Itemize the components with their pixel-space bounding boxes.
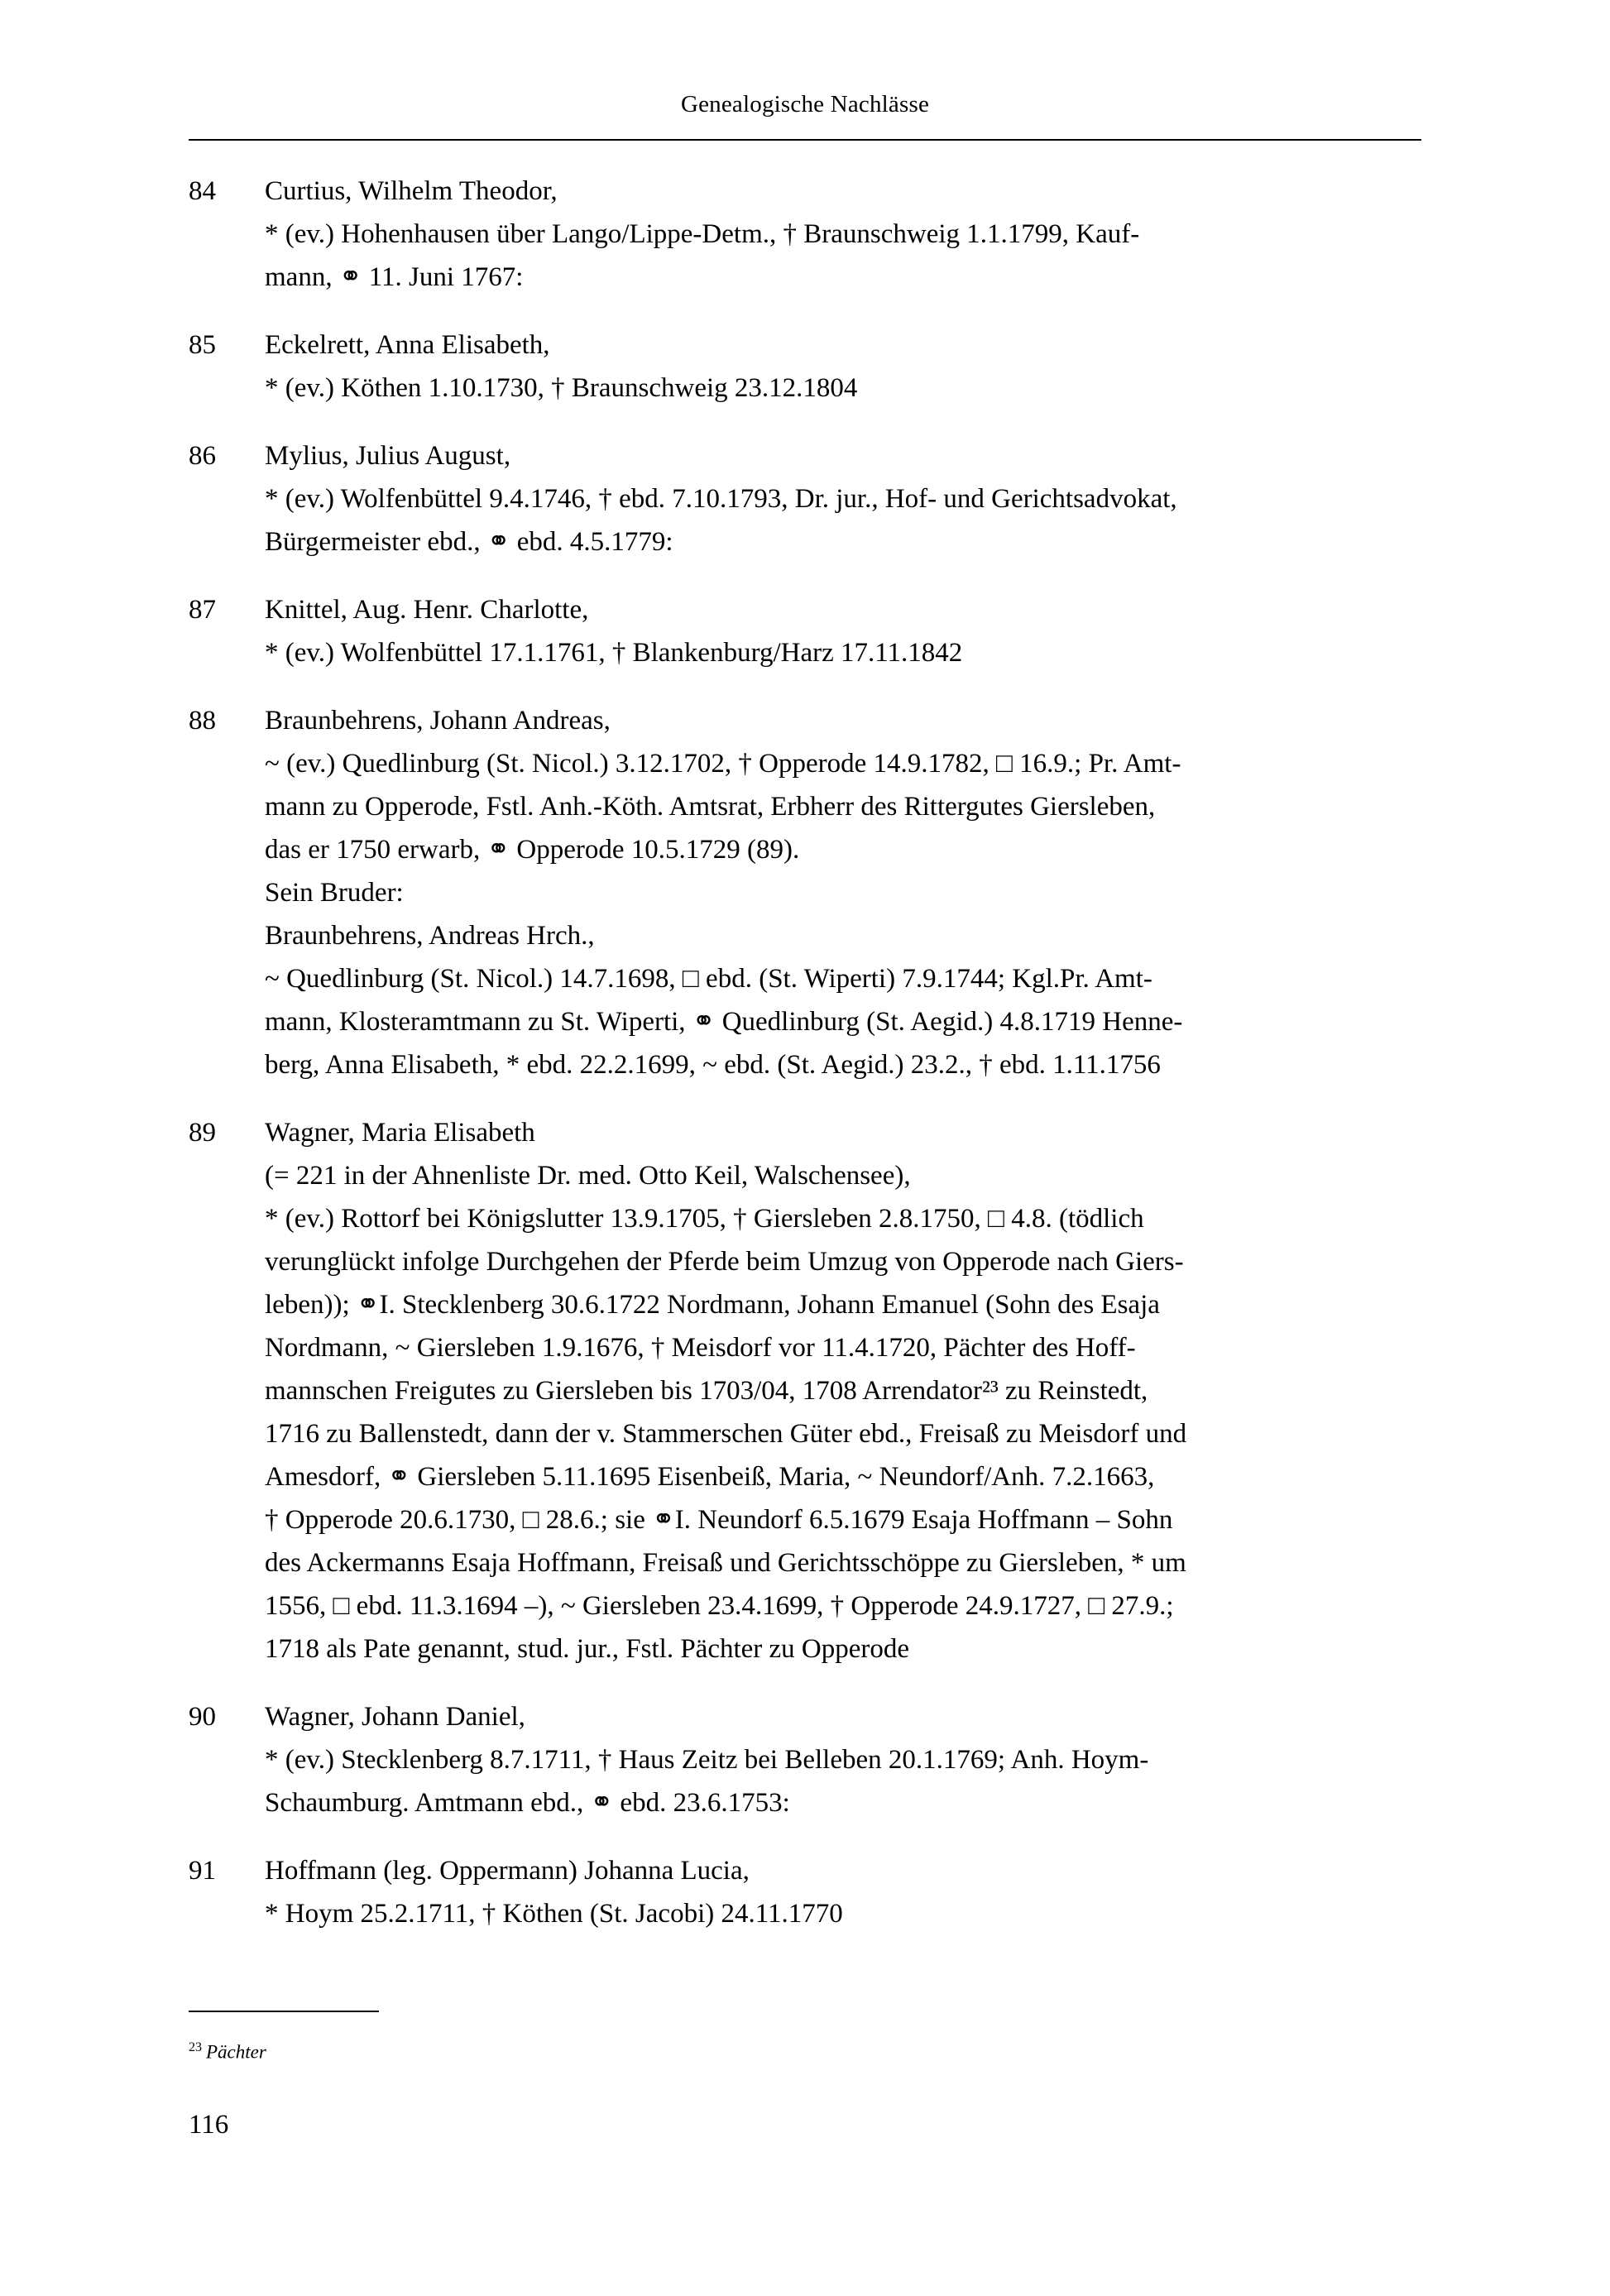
entry-number: 89 [189,1118,216,1148]
entry-line: mann zu Opperode, Fstl. Anh.-Köth. Amtsrat, Erbherr des Rittergutes Giersleben, [265,792,1156,822]
entry-87-row [189,588,1421,674]
footnote-marker: 23 [189,2040,202,2054]
entry-90-row [189,1695,1421,1824]
entry-line: * (ev.) Stecklenberg 8.7.1711, † Haus Zeitz bei Belleben 20.1.1769; Anh. Hoym- [265,1745,1149,1775]
entry-line: Braunbehrens, Andreas Hrch., [265,921,595,951]
footnote [189,2034,1421,2067]
entry-line: leben)); ⚭I. Stecklenberg 30.6.1722 Nordmann, Johann Emanuel (Sohn des Esaja [265,1290,1160,1320]
entry-line: Knittel, Aug. Henr. Charlotte, [265,595,589,625]
entry-87 [189,588,1421,674]
entry-line: ~ Quedlinburg (St. Nicol.) 14.7.1698, □ ebd. (St. Wiperti) 7.9.1744; Kgl.Pr. Amt- [265,964,1152,994]
entry-number: 90 [189,1702,216,1732]
entry-86 [189,434,1421,563]
entry-line: Eckelrett, Anna Elisabeth, [265,330,550,360]
footnote-separator-rule [189,2011,379,2012]
entry-line: des Ackermanns Esaja Hoffmann, Freisaß und Gerichtsschöppe zu Giersleben, * um [265,1548,1186,1578]
entry-number: 91 [189,1856,216,1886]
entry-line: mannschen Freigutes zu Giersleben bis 1703/04, 1708 Arrendator²³ zu Reinstedt, [265,1376,1148,1406]
entry-84-row [189,170,1421,299]
entry-body [265,324,1421,410]
entry-body [265,1849,1421,1935]
entry-line: ~ (ev.) Quedlinburg (St. Nicol.) 3.12.1702, † Opperode 14.9.1782, □ 16.9.; Pr. Amt- [265,749,1181,779]
entry-line: 1718 als Pate genannt, stud. jur., Fstl. Pächter zu Opperode [265,1634,910,1664]
entry-line: * (ev.) Rottorf bei Königslutter 13.9.1705, † Giersleben 2.8.1750, □ 4.8. (tödlich [265,1204,1144,1234]
entry-number: 84 [189,176,216,206]
entry-line: Bürgermeister ebd., ⚭ ebd. 4.5.1779: [265,527,673,557]
header-rule [189,139,1421,141]
entry-line: Braunbehrens, Johann Andreas, [265,706,611,736]
entry-number: 85 [189,330,216,360]
entry-90 [189,1695,1421,1824]
entry-line: 1556, □ ebd. 11.3.1694 –), ~ Giersleben 23.4.1699, † Opperode 24.9.1727, □ 27.9.; [265,1591,1174,1621]
entry-line: † Opperode 20.6.1730, □ 28.6.; sie ⚭I. Neundorf 6.5.1679 Esaja Hoffmann – Sohn [265,1505,1173,1535]
entry-line: * (ev.) Köthen 1.10.1730, † Braunschweig 23.12.1804 [265,373,858,403]
entry-91-row [189,1849,1421,1935]
entry-line: Wagner, Johann Daniel, [265,1702,525,1732]
running-head: Genealogische Nachlässe [680,91,930,117]
entry-88 [189,699,1421,1086]
entry-line: verunglückt infolge Durchgehen der Pferde beim Umzug von Opperode nach Giers- [265,1247,1184,1277]
entry-list [189,170,1421,1960]
entry-body [265,434,1421,563]
entry-88-row [189,699,1421,1086]
entry-body [265,1111,1421,1670]
entry-line: Curtius, Wilhelm Theodor, [265,176,558,206]
entry-body [265,588,1421,674]
entry-85-row [189,324,1421,410]
entry-line: * (ev.) Hohenhausen über Lango/Lippe-Detm., † Braunschweig 1.1.1799, Kauf- [265,219,1140,249]
entry-86-row [189,434,1421,563]
entry-body [265,699,1421,1086]
entry-line: berg, Anna Elisabeth, * ebd. 22.2.1699, ~ ebd. (St. Aegid.) 23.2., † ebd. 1.11.1756 [265,1050,1161,1080]
entry-line: * Hoym 25.2.1711, † Köthen (St. Jacobi) 24.11.1770 [265,1899,843,1929]
entry-line: Wagner, Maria Elisabeth [265,1118,535,1148]
entry-line: 1716 zu Ballenstedt, dann der v. Stammerschen Güter ebd., Freisaß zu Meisdorf und [265,1419,1187,1449]
page-number: 116 [189,2110,229,2140]
entry-89-row [189,1111,1421,1670]
entry-number: 88 [189,706,216,736]
entry-line: Schaumburg. Amtmann ebd., ⚭ ebd. 23.6.1753: [265,1788,790,1818]
entry-body [265,1695,1421,1824]
entry-line: mann, Klosteramtmann zu St. Wiperti, ⚭ Quedlinburg (St. Aegid.) 4.8.1719 Henne- [265,1007,1183,1037]
entry-number: 86 [189,441,216,471]
entry-line: * (ev.) Wolfenbüttel 17.1.1761, † Blankenburg/Harz 17.11.1842 [265,638,963,668]
entry-line: mann, ⚭ 11. Juni 1767: [265,262,524,292]
entry-line: Mylius, Julius August, [265,441,511,471]
entry-line: (= 221 in der Ahnenliste Dr. med. Otto Keil, Walschensee), [265,1161,911,1191]
entry-line: * (ev.) Wolfenbüttel 9.4.1746, † ebd. 7.10.1793, Dr. jur., Hof- und Gerichtsadvokat, [265,484,1177,514]
entry-91 [189,1849,1421,1935]
entry-line: das er 1750 erwarb, ⚭ Opperode 10.5.1729 (89). [265,835,800,865]
entry-number: 87 [189,595,216,625]
footnote-text: Pächter [206,2041,266,2063]
entry-89 [189,1111,1421,1670]
entry-line: Amesdorf, ⚭ Giersleben 5.11.1695 Eisenbeiß, Maria, ~ Neundorf/Anh. 7.2.1663, [265,1462,1155,1492]
entry-85 [189,324,1421,410]
entry-84 [189,170,1421,299]
entry-line: Sein Bruder: [265,878,404,908]
entry-line: Nordmann, ~ Giersleben 1.9.1676, † Meisdorf vor 11.4.1720, Pächter des Hoff- [265,1333,1136,1363]
entry-body [265,170,1421,299]
entry-line: Hoffmann (leg. Oppermann) Johanna Lucia, [265,1856,750,1886]
